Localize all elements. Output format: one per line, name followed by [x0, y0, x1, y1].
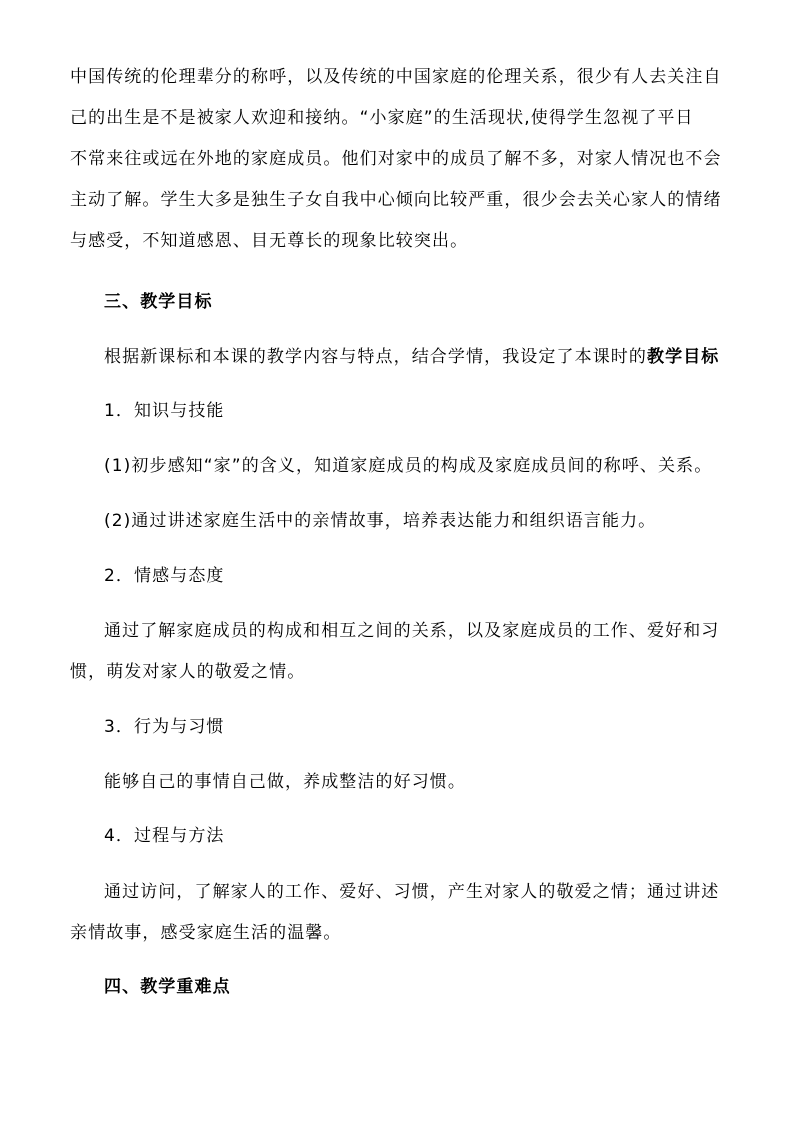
- paragraph-line: 不常来往或远在外地的家庭成员。他们对家中的成员了解不多，对家人情况也不会: [70, 149, 722, 169]
- paragraph-line: 中国传统的伦理辈分的称呼，以及传统的中国家庭的伦理关系，很少有人去关注自: [70, 67, 722, 87]
- paragraph-line: 通过了解家庭成员的构成和相互之间的关系，以及家庭成员的工作、爱好和习: [104, 621, 720, 641]
- item-title-emotion: 2．情感与态度: [104, 566, 225, 586]
- paragraph-line: 与感受，不知道感恩、目无尊长的现象比较突出。: [70, 231, 469, 251]
- paragraph-line: 惯，萌发对家人的敬爱之情。: [70, 662, 306, 682]
- paragraph-line: 能够自己的事情自己做，养成整洁的好习惯。: [104, 772, 466, 792]
- objective-intro: [104, 345, 719, 369]
- paragraph-line: 通过访问，了解家人的工作、爱好、习惯，产生对家人的敬爱之情；通过讲述: [104, 882, 720, 902]
- paragraph-line: 主动了解。学生大多是独生子女自我中心倾向比较严重，很少会去关心家人的情绪: [70, 190, 722, 210]
- item-title-behavior: 3．行为与习惯: [104, 717, 225, 737]
- objective-intro-bold: 教学目标: [647, 347, 720, 367]
- item-point: (2)通过讲述家庭生活中的亲情故事，培养表达能力和组织语言能力。: [104, 511, 657, 531]
- section-heading-key-points: 四、教学重难点: [104, 977, 231, 997]
- paragraph-line: 亲情故事，感受家庭生活的温馨。: [70, 923, 342, 943]
- item-point: (1)初步感知“家”的含义，知道家庭成员的构成及家庭成员间的称呼、关系。: [104, 456, 713, 476]
- section-heading-objectives: 三、教学目标: [104, 292, 213, 312]
- paragraph-line: 己的出生是不是被家人欢迎和接纳。“小家庭”的生活现状,使得学生忽视了平日: [70, 108, 694, 128]
- objective-intro-text: 根据新课标和本课的教学内容与特点，结合学情，我设定了本课时的: [104, 347, 647, 367]
- item-title-knowledge: 1．知识与技能: [104, 401, 225, 421]
- item-title-process: 4．过程与方法: [104, 826, 225, 846]
